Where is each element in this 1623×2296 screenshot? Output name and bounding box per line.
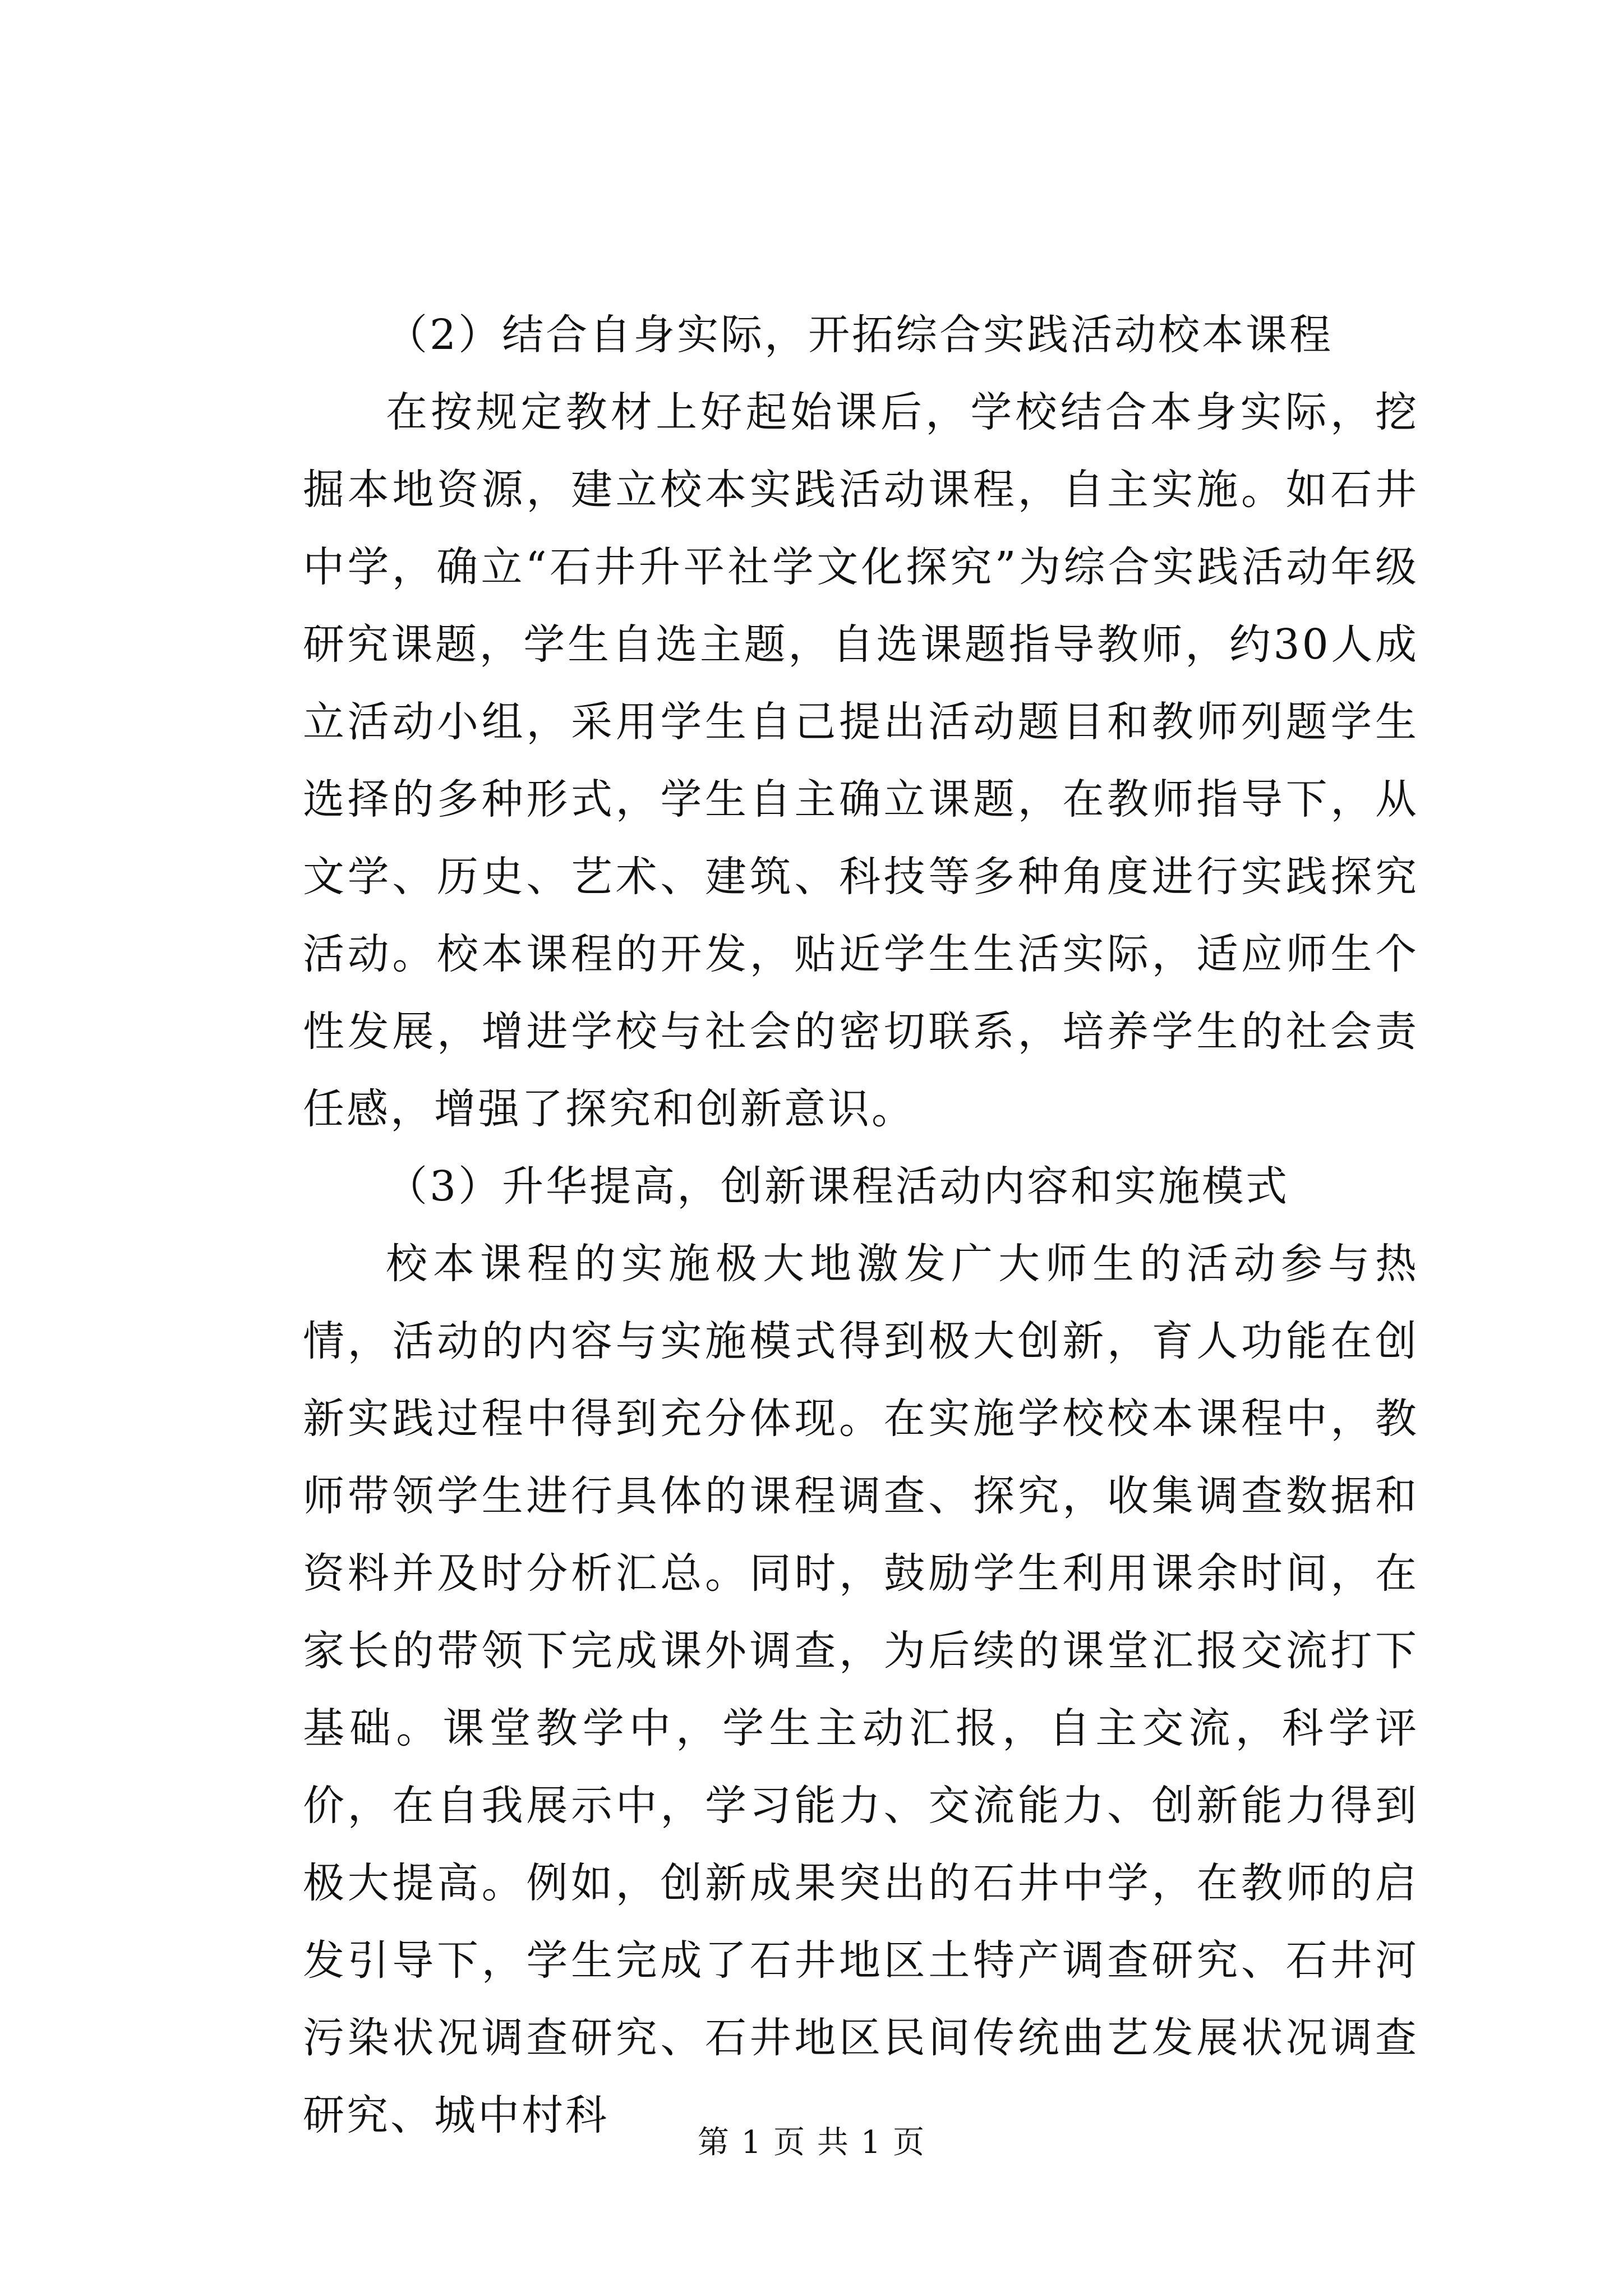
section-heading-2: （2）结合自身实际，开拓综合实践活动校本课程 xyxy=(386,311,1334,359)
section-paragraph-3: 校本课程的实施极大地激发广大师生的活动参与热情，活动的内容与实施模式得到极大创新，育人功能在创新实践过程中得到充分体现。在实施学校校本课程中，教师带领学生进行具体的课程调查、探究，收集调查数据和资料并及时分析汇总。同时，鼓励学生利用课余时间，在家长的带领下完成课外调查，为后续的课堂汇报交流打下基础。课堂教学中，学生主动汇报，自主交流，科学评价，在自我展示中，学习能力、交流能力、创新能力得到极大提高。例如，创新成果突出的石井中学，在教师的启发引导下，学生完成了石井地区土特产调查研究、石井河污染状况调查研究、石井地区民间传统曲艺发展状况调查研究、城中村科 xyxy=(303,1240,1419,2139)
document-body xyxy=(303,292,1419,2154)
section-heading-3: （3）升华提高，创新课程活动内容和实施模式 xyxy=(386,1162,1290,1211)
section-paragraph-2: 在按规定教材上好起始课后，学校结合本身实际，挖掘本地资源，建立校本实践活动课程，自主实施。如石井中学，确立“石井升平社学文化探究”为综合实践活动年级研究课题，学生自选主题，自选课题指导教师，约30人成立活动小组，采用学生自己提出活动题目和教师列题学生选择的多种形式，学生自主确立课题，在教师指导下，从文学、历史、艺术、建筑、科技等多种角度进行实践探究活动。校本课程的开发，贴近学生生活实际，适应师生个性发展，增进学校与社会的密切联系，培养学生的社会责任感，增强了探究和创新意识。 xyxy=(303,388,1419,1133)
page-number-footer: 第 1 页 共 1 页 xyxy=(697,2124,926,2161)
